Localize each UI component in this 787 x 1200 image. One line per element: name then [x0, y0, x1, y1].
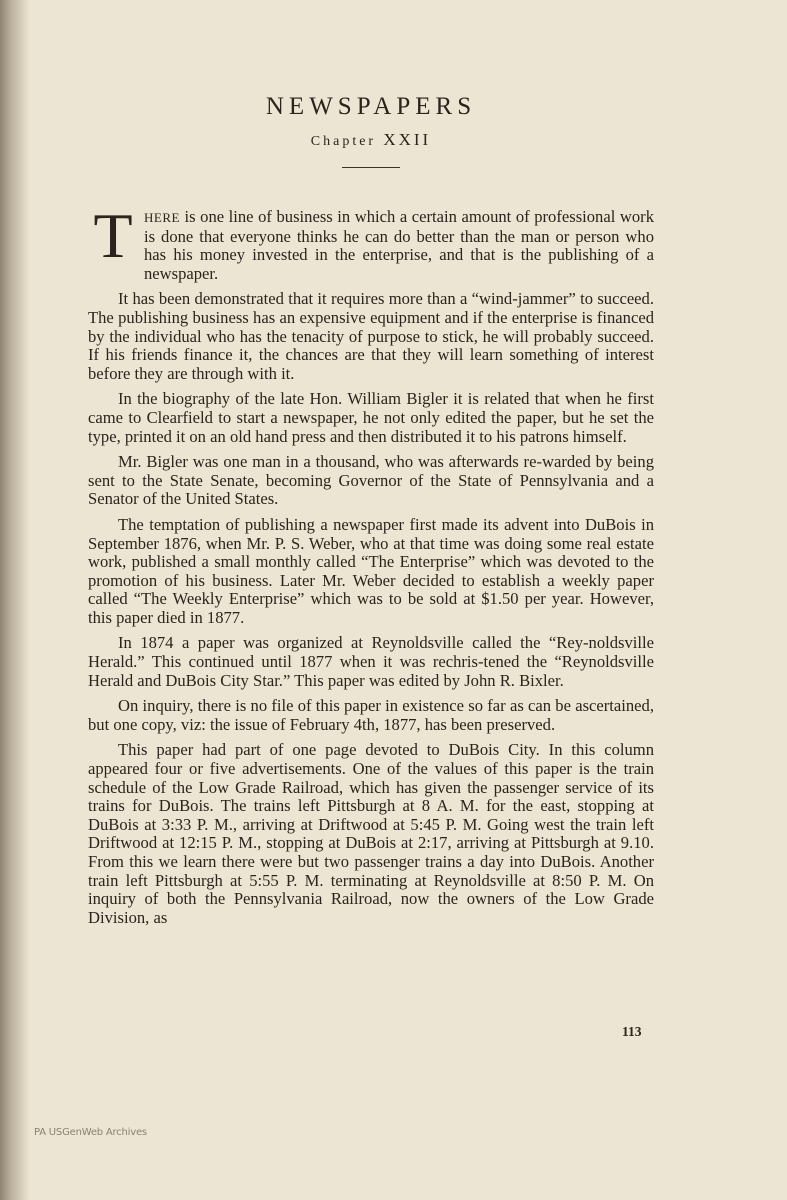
page-title: NEWSPAPERS: [265, 93, 477, 120]
chapter-number: XXII: [383, 130, 432, 149]
page-number: 113: [622, 1024, 642, 1039]
book-page: [88, 92, 654, 934]
paragraph-3: In the biography of the late Hon. William Bigler it is related that when he first came to Clearfield to start a newspaper, he not only edited the paper, but he set the type, printed it on an old hand press and then distributed it to his patrons himself.: [88, 389, 654, 446]
paragraph-4: Mr. Bigler was one man in a thousand, who was afterwards re-warded by being sent to the State Senate, becoming Governor of the State of Pennsylvania and a Senator of the United States.: [88, 452, 654, 509]
paragraph-2: It has been demonstrated that it requires more than a “wind-jammer” to succeed. The publishing business has an expensive equipment and if the enterprise is financed by the individual who has the tenacity of purpose to stick, he will probably succeed. If his friends finance it, the chances are that they will learn something of interest before they are through with it.: [88, 289, 654, 383]
smallcaps-opening: HERE: [144, 210, 180, 225]
paragraph-8: This paper had part of one page devoted to DuBois City. In this column appeared four or five advertisements. One of the values of this paper is the train schedule of the Low Grade Railroad, which has given the passenger service of its trains for DuBois. The trains left Pittsburgh at 8 A. M. for the east, stopping at DuBois at 3:33 P. M., arriving at Driftwood at 5:45 P. M. Going west the train left Driftwood at 12:15 P. M., stopping at DuBois at 2:17, arriving at Pittsburgh at 9.10. From this we learn there were but two passenger trains a day into DuBois. Another train left Pittsburgh at 5:55 P. M. terminating at Reynoldsville at 8:50 P. M. On inquiry of both the Pennsylvania Railroad, now the owners of the Low Grade Division, as: [88, 740, 654, 927]
title-rule: [342, 167, 400, 168]
archive-watermark: PA USGenWeb Archives: [34, 1127, 147, 1138]
paragraph-5: The temptation of publishing a newspaper first made its advent into DuBois in September 1876, when Mr. P. S. Weber, who at that time was doing some real estate work, published a small monthly called “The Enterprise” which was devoted to the promotion of his business. Later Mr. Weber decided to establish a weekly paper called “The Weekly Enterprise” which was to be sold at $1.50 per year. However, this paper died in 1877.: [88, 514, 654, 627]
binding-shadow: [0, 0, 30, 1200]
paragraph-6: In 1874 a paper was organized at Reynoldsville called the “Rey-noldsville Herald.” This continued until 1877 when it was rechris-tened the “Reynoldsville Herald and DuBois City Star.” This paper was edited by John R. Bixler.: [88, 633, 654, 690]
paragraph-1: [88, 200, 654, 283]
drop-cap: T: [93, 200, 133, 271]
paragraph-7: On inquiry, there is no file of this paper in existence so far as can be ascertained, but one copy, viz: the issue of February 4th, 1877, has been preserved.: [88, 696, 654, 734]
paragraph-1-text: is one line of business in which a certain amount of professional work is done that everyone thinks he can do better than the man or person who has his money invested in the enterprise, and that is the publishing of a newspaper.: [144, 207, 654, 283]
chapter-label: Chapter: [310, 134, 377, 149]
chapter-heading: [88, 129, 654, 153]
body-text: [88, 200, 654, 927]
